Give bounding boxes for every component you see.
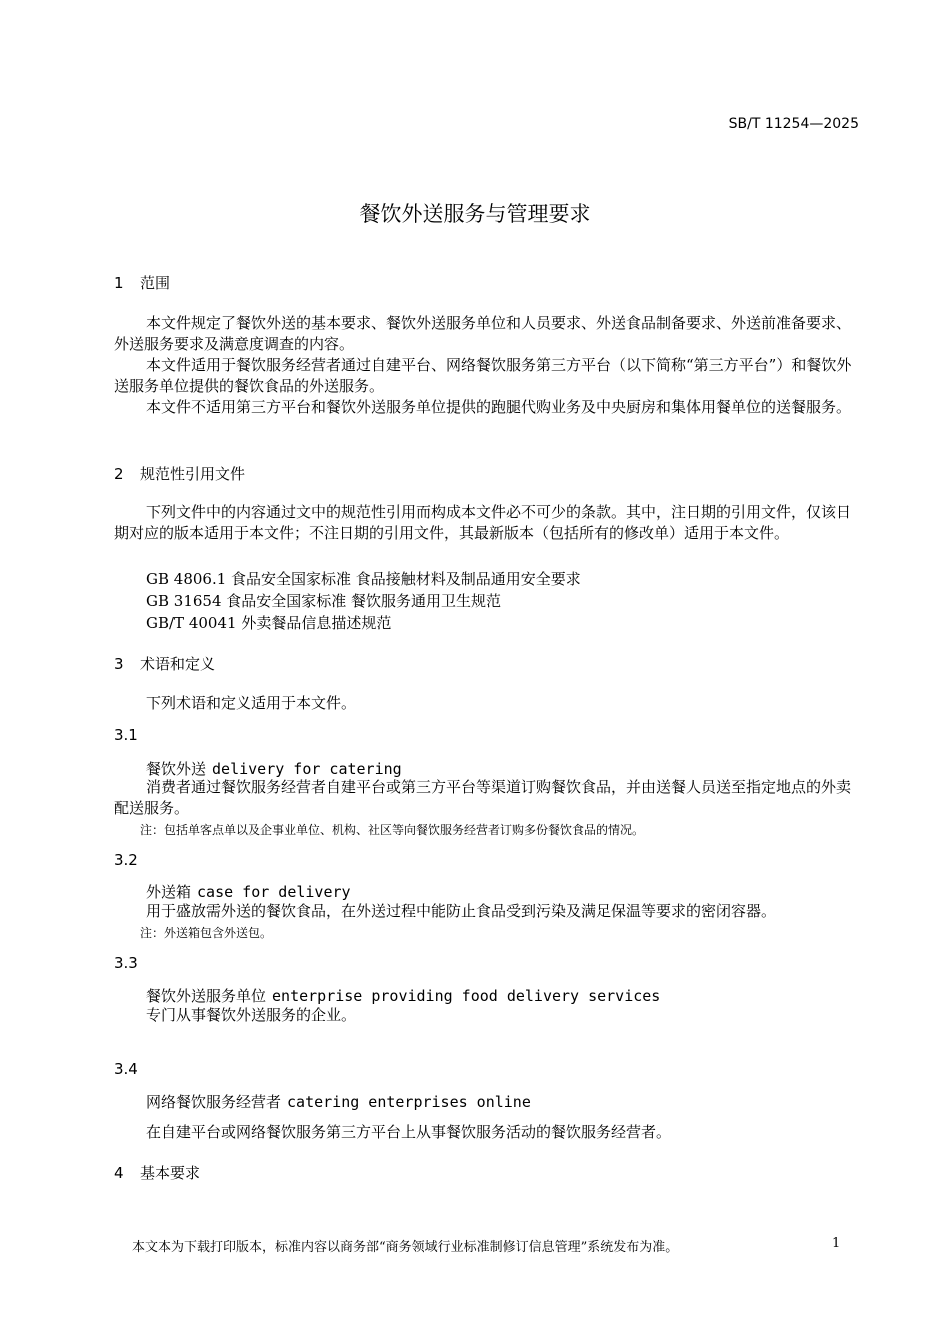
section-title: 基本要求: [140, 1164, 201, 1182]
reference-item: GB/T 40041 外卖餐品信息描述规范: [146, 614, 392, 632]
term-definition: 在自建平台或网络餐饮服务第三方平台上从事餐饮服务活动的餐饮服务经营者。: [146, 1123, 672, 1141]
term-entry: [146, 881, 351, 902]
reference-item: GB 4806.1 食品安全国家标准 食品接触材料及制品通用安全要求: [146, 570, 581, 588]
section-heading-terms: [114, 653, 215, 674]
term-entry: [146, 758, 402, 779]
clause-number: 3.3: [114, 954, 138, 972]
clause-number: 3.2: [114, 851, 138, 869]
section-heading-normative-references: [114, 463, 245, 484]
section-number: 1: [114, 274, 124, 292]
reference-item: GB 31654 食品安全国家标准 餐饮服务通用卫生规范: [146, 592, 502, 610]
section-title: 规范性引用文件: [140, 465, 246, 483]
section-title: 范围: [140, 274, 171, 292]
paragraph: 本文件不适用第三方平台和餐饮外送服务单位提供的跑腿代购业务及中央厨房和集体用餐单位的送餐服务。: [146, 398, 852, 416]
clause-number: 3.4: [114, 1060, 138, 1078]
term-zh: 网络餐饮服务经营者: [146, 1093, 282, 1111]
term-zh: 餐饮外送: [146, 760, 207, 778]
term-en: delivery for catering: [212, 760, 402, 778]
term-en: catering enterprises online: [287, 1093, 531, 1111]
section-number: 4: [114, 1164, 124, 1182]
term-definition: 专门从事餐饮外送服务的企业。: [146, 1006, 357, 1024]
term-zh: 外送箱: [146, 883, 192, 901]
section-heading-scope: [114, 272, 170, 293]
section-heading-basic-requirements: [114, 1162, 200, 1183]
paragraph: 本文件适用于餐饮服务经营者通过自建平台、网络餐饮服务第三方平台（以下简称“第三方平台”）和餐饮外送服务单位提供的餐饮食品的外送服务。: [114, 356, 852, 395]
section-number: 2: [114, 465, 124, 483]
section-title: 术语和定义: [140, 655, 216, 673]
section-number: 3: [114, 655, 124, 673]
term-note: 注：包括单客点单以及企事业单位、机构、社区等向餐饮服务经营者订购多份餐饮食品的情况。: [140, 823, 645, 837]
term-note: 注：外送箱包含外送包。: [140, 926, 273, 940]
paragraph: 下列术语和定义适用于本文件。: [146, 694, 357, 712]
term-definition: 消费者通过餐饮服务经营者自建平台或第三方平台等渠道订购餐饮食品，并由送餐人员送至指定地点的外卖配送服务。: [114, 778, 852, 817]
paragraph: 本文件规定了餐饮外送的基本要求、餐饮外送服务单位和人员要求、外送食品制备要求、外送前准备要求、外送服务要求及满意度调查的内容。: [114, 314, 852, 353]
page-number: 1: [832, 1236, 841, 1251]
paragraph: 下列文件中的内容通过文中的规范性引用而构成本文件必不可少的条款。其中，注日期的引用文件，仅该日期对应的版本适用于本文件；不注日期的引用文件，其最新版本（包括所有的修改单）适用于本文件。: [114, 503, 852, 542]
term-entry: [146, 985, 660, 1006]
term-en: case for delivery: [197, 883, 351, 901]
document-title: 餐饮外送服务与管理要求: [359, 202, 591, 226]
footer-notice: 本文本为下载打印版本，标准内容以商务部“商务领域行业标准制修订信息管理”系统发布为准。: [132, 1240, 679, 1255]
clause-number: 3.1: [114, 726, 138, 744]
term-zh: 餐饮外送服务单位: [146, 987, 267, 1005]
term-en: enterprise providing food delivery services: [272, 987, 661, 1005]
standard-code: SB/T 11254—2025: [728, 116, 859, 132]
term-entry: [146, 1091, 531, 1112]
term-definition: 用于盛放需外送的餐饮食品，在外送过程中能防止食品受到污染及满足保温等要求的密闭容器。: [146, 902, 777, 920]
